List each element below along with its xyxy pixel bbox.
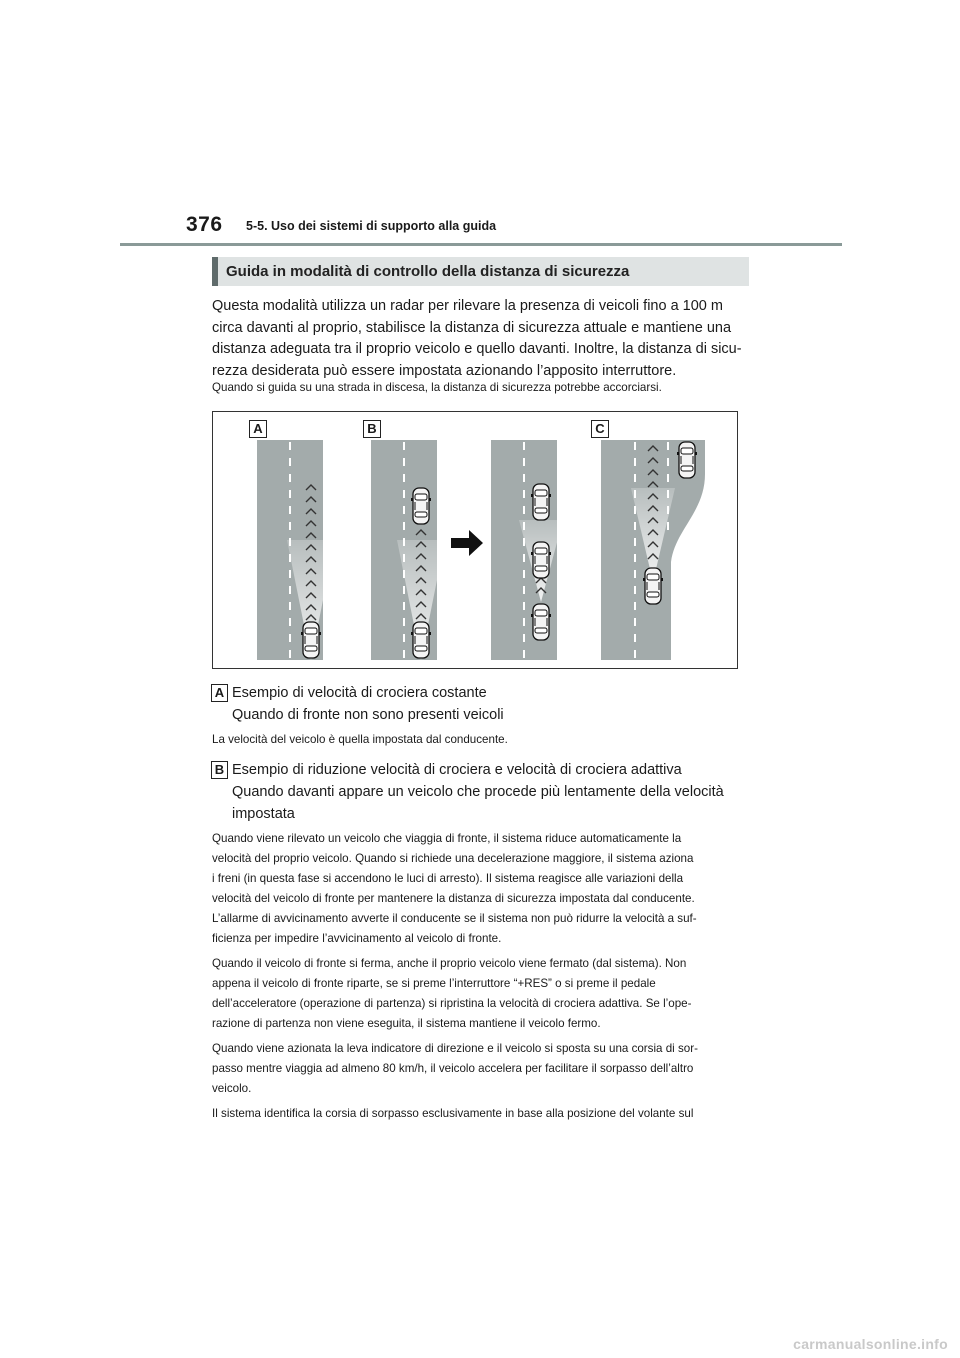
arrow-right-icon (451, 530, 483, 556)
item-b-subtitle: impostata (232, 806, 295, 822)
figure-label-c: C (591, 420, 609, 438)
car-icon (411, 622, 431, 658)
item-label-b: B (211, 761, 228, 779)
note-line: passo mentre viaggia ad almeno 80 km/h, il veicolo accelera per facilitare il sorpasso dell’altro (212, 1062, 694, 1075)
car-icon (531, 484, 551, 520)
note-line: razione di partenza non viene eseguita, il sistema mantiene il veicolo fermo. (212, 1017, 601, 1030)
road-panel-b (371, 440, 445, 660)
car-icon (531, 604, 551, 640)
item-b-text (232, 759, 752, 825)
note-line: appena il veicolo di fronte riparte, se si preme l’interruttore “+RES” o si preme il pedale (212, 977, 656, 990)
note-line: L’allarme di avvicinamento avverte il conducente se il sistema non può ridurre la velocità a suf- (212, 912, 697, 925)
page-number: 376 (186, 213, 223, 236)
figure-label-a: A (249, 420, 267, 438)
item-a-title: Esempio di velocità di crociera costante (232, 685, 487, 701)
item-a-note: La velocità del veicolo è quella impostata dal conducente. (212, 733, 508, 746)
car-icon (677, 442, 697, 478)
note-line: velocità del proprio veicolo. Quando si richiede una decelerazione maggiore, il sistema aziona (212, 852, 694, 865)
note-line: Quando viene rilevato un veicolo che viaggia di fronte, il sistema riduce automaticamente la (212, 832, 682, 845)
note-line: Il sistema identifica la corsia di sorpasso esclusivamente in base alla posizione del volante sul (212, 1107, 694, 1120)
item-a-subtitle: Quando di fronte non sono presenti veicoli (232, 707, 504, 723)
car-icon (301, 622, 321, 658)
road-panel-c (601, 440, 705, 660)
figure-acc-diagram (212, 411, 738, 669)
item-label-a: A (211, 684, 228, 702)
note-line: Quando viene azionata la leva indicatore di direzione e il veicolo si sposta su una corsia di sor- (212, 1042, 698, 1055)
note-line: ficienza per impedire l’avvicinamento al veicolo di fronte. (212, 932, 502, 945)
item-b-title: Esempio di riduzione velocità di crociera e velocità di crociera adattiva (232, 762, 682, 778)
note-line: Quando il veicolo di fronte si ferma, anche il proprio veicolo viene fermato (dal sistema). Non (212, 957, 687, 970)
note-line: velocità del veicolo di fronte per mantenere la distanza di sicurezza impostata dal conducente. (212, 892, 695, 905)
running-header: 5-5. Uso dei sistemi di supporto alla guida (246, 219, 497, 233)
intro-paragraph (212, 296, 752, 382)
section-heading-text: Guida in modalità di controllo della distanza di sicurezza (226, 263, 630, 280)
road-panel-a (257, 440, 335, 660)
intro-line: rezza desiderata può essere impostata azionando l’apposito interruttore. (212, 362, 677, 379)
note-line: dell’acceleratore (operazione di partenza) si ripristina la velocità di crociera adattiva. Se l’ope- (212, 997, 692, 1010)
section-heading-bar (212, 257, 218, 286)
watermark: carmanualsonline.info (793, 1336, 948, 1352)
note-line: veicolo. (212, 1082, 252, 1095)
intro-line: circa davanti al proprio, stabilisce la distanza di sicurezza attuale e mantiene una (212, 319, 732, 336)
intro-line: Questa modalità utilizza un radar per rilevare la presenza di veicoli fino a 100 m (212, 298, 723, 314)
note-downhill: Quando si guida su una strada in discesa, la distanza di sicurezza potrebbe accorciarsi. (212, 381, 662, 394)
figure-drawing (213, 412, 737, 668)
note-line: i freni (in questa fase si accendono le luci di arresto). Il sistema reagisce alle variazioni della (212, 872, 684, 885)
intro-line: distanza adeguata tra il proprio veicolo e quello davanti. Inoltre, la distanza di sicu- (212, 341, 742, 357)
road-panel-b2 (491, 440, 563, 660)
item-b-subtitle: Quando davanti appare un veicolo che procede più lentamente della velocità (232, 784, 724, 800)
header-rule (120, 243, 842, 246)
figure-label-b: B (363, 420, 381, 438)
car-icon (531, 542, 551, 578)
car-icon (411, 488, 431, 524)
item-b-note (212, 829, 752, 1124)
item-a-text (232, 682, 752, 726)
car-icon (643, 568, 663, 604)
section-heading (212, 257, 749, 286)
